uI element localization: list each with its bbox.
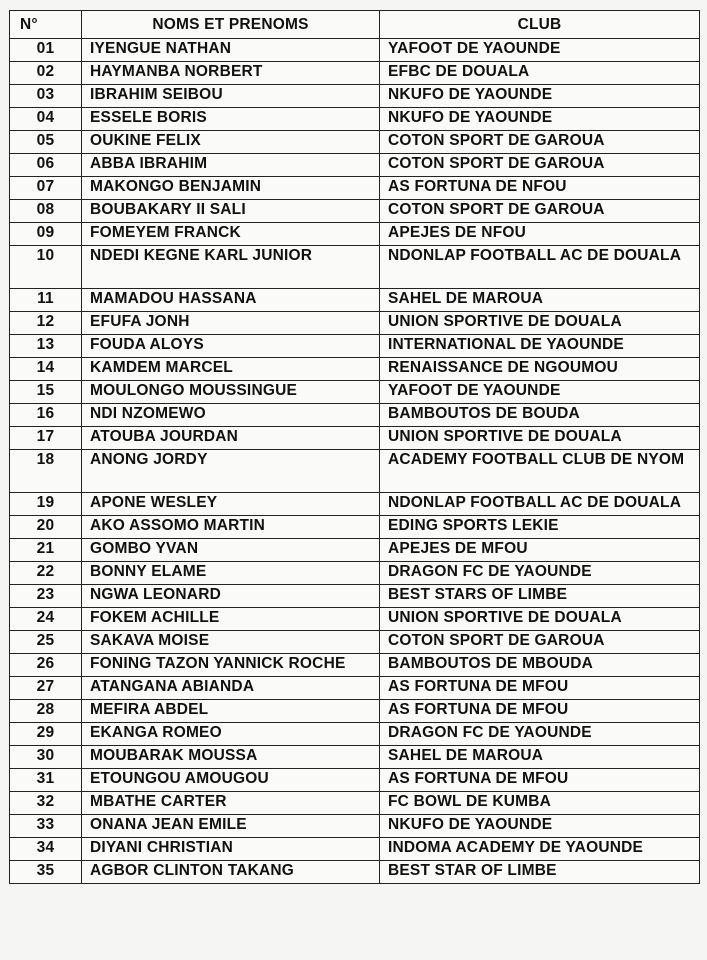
table-row <box>10 769 700 792</box>
table-row <box>10 39 700 62</box>
player-name: FOUDA ALOYS <box>82 335 380 358</box>
player-club: DRAGON FC DE YAOUNDE <box>380 723 700 746</box>
table-row <box>10 608 700 631</box>
table-row <box>10 358 700 381</box>
player-number: 20 <box>10 516 82 539</box>
player-number: 24 <box>10 608 82 631</box>
table-row <box>10 700 700 723</box>
player-club: DRAGON FC DE YAOUNDE <box>380 562 700 585</box>
player-number: 18 <box>10 450 82 493</box>
table-row <box>10 746 700 769</box>
player-name: FONING TAZON YANNICK ROCHE <box>82 654 380 677</box>
table-row <box>10 792 700 815</box>
table-row <box>10 427 700 450</box>
player-name: BONNY ELAME <box>82 562 380 585</box>
table-row <box>10 677 700 700</box>
player-club: UNION SPORTIVE DE DOUALA <box>380 608 700 631</box>
player-name: GOMBO YVAN <box>82 539 380 562</box>
player-name: EKANGA ROMEO <box>82 723 380 746</box>
player-name: APONE WESLEY <box>82 493 380 516</box>
player-name: KAMDEM MARCEL <box>82 358 380 381</box>
player-name: MOULONGO MOUSSINGUE <box>82 381 380 404</box>
table-row <box>10 200 700 223</box>
player-name: BOUBAKARY II SALI <box>82 200 380 223</box>
player-name: OUKINE FELIX <box>82 131 380 154</box>
player-number: 08 <box>10 200 82 223</box>
player-number: 21 <box>10 539 82 562</box>
player-club: COTON SPORT DE GAROUA <box>380 131 700 154</box>
player-name: DIYANI CHRISTIAN <box>82 838 380 861</box>
player-number: 32 <box>10 792 82 815</box>
table-row <box>10 450 700 493</box>
player-number: 11 <box>10 289 82 312</box>
header-names: NOMS ET PRENOMS <box>82 11 380 39</box>
player-club: NDONLAP FOOTBALL AC DE DOUALA <box>380 246 700 289</box>
header-number: N° <box>10 11 82 39</box>
table-row <box>10 223 700 246</box>
player-number: 02 <box>10 62 82 85</box>
table-row <box>10 516 700 539</box>
table-row <box>10 838 700 861</box>
player-club: NKUFO DE YAOUNDE <box>380 85 700 108</box>
player-name: MBATHE CARTER <box>82 792 380 815</box>
player-number: 34 <box>10 838 82 861</box>
table-row <box>10 131 700 154</box>
player-number: 22 <box>10 562 82 585</box>
table-row <box>10 654 700 677</box>
table-row <box>10 493 700 516</box>
player-club: RENAISSANCE DE NGOUMOU <box>380 358 700 381</box>
player-number: 13 <box>10 335 82 358</box>
player-club: FC BOWL DE KUMBA <box>380 792 700 815</box>
player-club: INTERNATIONAL DE YAOUNDE <box>380 335 700 358</box>
table-row <box>10 312 700 335</box>
player-name: NDI NZOMEWO <box>82 404 380 427</box>
player-number: 14 <box>10 358 82 381</box>
player-club: SAHEL DE MAROUA <box>380 289 700 312</box>
table-row <box>10 562 700 585</box>
player-club: EDING SPORTS LEKIE <box>380 516 700 539</box>
player-club: BEST STARS OF LIMBE <box>380 585 700 608</box>
player-club: NDONLAP FOOTBALL AC DE DOUALA <box>380 493 700 516</box>
table-row <box>10 381 700 404</box>
player-number: 04 <box>10 108 82 131</box>
table-row <box>10 62 700 85</box>
player-name: NGWA LEONARD <box>82 585 380 608</box>
player-club: NKUFO DE YAOUNDE <box>380 815 700 838</box>
player-name: HAYMANBA NORBERT <box>82 62 380 85</box>
player-name: IYENGUE NATHAN <box>82 39 380 62</box>
player-name: AKO ASSOMO MARTIN <box>82 516 380 539</box>
table-row <box>10 85 700 108</box>
table-body <box>10 39 700 884</box>
player-number: 09 <box>10 223 82 246</box>
player-name: MEFIRA ABDEL <box>82 700 380 723</box>
player-name: ONANA JEAN EMILE <box>82 815 380 838</box>
player-number: 33 <box>10 815 82 838</box>
player-number: 25 <box>10 631 82 654</box>
table-row <box>10 246 700 289</box>
player-club: INDOMA ACADEMY DE YAOUNDE <box>380 838 700 861</box>
player-number: 35 <box>10 861 82 884</box>
player-name: ATANGANA ABIANDA <box>82 677 380 700</box>
table-row <box>10 335 700 358</box>
player-number: 29 <box>10 723 82 746</box>
player-club: COTON SPORT DE GAROUA <box>380 154 700 177</box>
player-number: 06 <box>10 154 82 177</box>
player-club: APEJES DE MFOU <box>380 539 700 562</box>
player-number: 03 <box>10 85 82 108</box>
player-club: UNION SPORTIVE DE DOUALA <box>380 312 700 335</box>
player-number: 27 <box>10 677 82 700</box>
player-name: FOMEYEM FRANCK <box>82 223 380 246</box>
player-club: AS FORTUNA DE MFOU <box>380 700 700 723</box>
header-club: CLUB <box>380 11 700 39</box>
player-name: IBRAHIM SEIBOU <box>82 85 380 108</box>
player-number: 01 <box>10 39 82 62</box>
player-club: YAFOOT DE YAOUNDE <box>380 381 700 404</box>
table-row <box>10 815 700 838</box>
player-name: EFUFA JONH <box>82 312 380 335</box>
player-number: 26 <box>10 654 82 677</box>
player-number: 17 <box>10 427 82 450</box>
player-number: 16 <box>10 404 82 427</box>
player-club: BEST STAR OF LIMBE <box>380 861 700 884</box>
player-number: 19 <box>10 493 82 516</box>
table-row <box>10 861 700 884</box>
player-name: ETOUNGOU AMOUGOU <box>82 769 380 792</box>
player-number: 15 <box>10 381 82 404</box>
player-club: NKUFO DE YAOUNDE <box>380 108 700 131</box>
player-club: COTON SPORT DE GAROUA <box>380 200 700 223</box>
table-row <box>10 177 700 200</box>
player-name: MOUBARAK MOUSSA <box>82 746 380 769</box>
player-name: SAKAVA MOISE <box>82 631 380 654</box>
table-row <box>10 289 700 312</box>
player-number: 30 <box>10 746 82 769</box>
table-row <box>10 154 700 177</box>
table-row <box>10 404 700 427</box>
player-club: BAMBOUTOS DE BOUDA <box>380 404 700 427</box>
player-number: 23 <box>10 585 82 608</box>
player-number: 12 <box>10 312 82 335</box>
table-row <box>10 585 700 608</box>
player-number: 31 <box>10 769 82 792</box>
player-name: FOKEM ACHILLE <box>82 608 380 631</box>
player-name: AGBOR CLINTON TAKANG <box>82 861 380 884</box>
player-name: ANONG JORDY <box>82 450 380 493</box>
player-club: APEJES DE NFOU <box>380 223 700 246</box>
player-roster-table <box>9 10 700 884</box>
player-club: EFBC DE DOUALA <box>380 62 700 85</box>
player-name: ABBA IBRAHIM <box>82 154 380 177</box>
player-club: YAFOOT DE YAOUNDE <box>380 39 700 62</box>
player-name: ATOUBA JOURDAN <box>82 427 380 450</box>
player-club: AS FORTUNA DE MFOU <box>380 769 700 792</box>
player-club: UNION SPORTIVE DE DOUALA <box>380 427 700 450</box>
player-name: MAKONGO BENJAMIN <box>82 177 380 200</box>
player-club: COTON SPORT DE GAROUA <box>380 631 700 654</box>
player-name: MAMADOU HASSANA <box>82 289 380 312</box>
table-row <box>10 631 700 654</box>
player-club: AS FORTUNA DE MFOU <box>380 677 700 700</box>
player-club: AS FORTUNA DE NFOU <box>380 177 700 200</box>
player-club: BAMBOUTOS DE MBOUDA <box>380 654 700 677</box>
table-header-row <box>10 11 700 39</box>
table-row <box>10 723 700 746</box>
table-row <box>10 539 700 562</box>
player-club: SAHEL DE MAROUA <box>380 746 700 769</box>
player-number: 05 <box>10 131 82 154</box>
player-number: 28 <box>10 700 82 723</box>
player-club: ACADEMY FOOTBALL CLUB DE NYOM <box>380 450 700 493</box>
player-number: 10 <box>10 246 82 289</box>
table-row <box>10 108 700 131</box>
player-name: NDEDI KEGNE KARL JUNIOR <box>82 246 380 289</box>
player-number: 07 <box>10 177 82 200</box>
player-name: ESSELE BORIS <box>82 108 380 131</box>
